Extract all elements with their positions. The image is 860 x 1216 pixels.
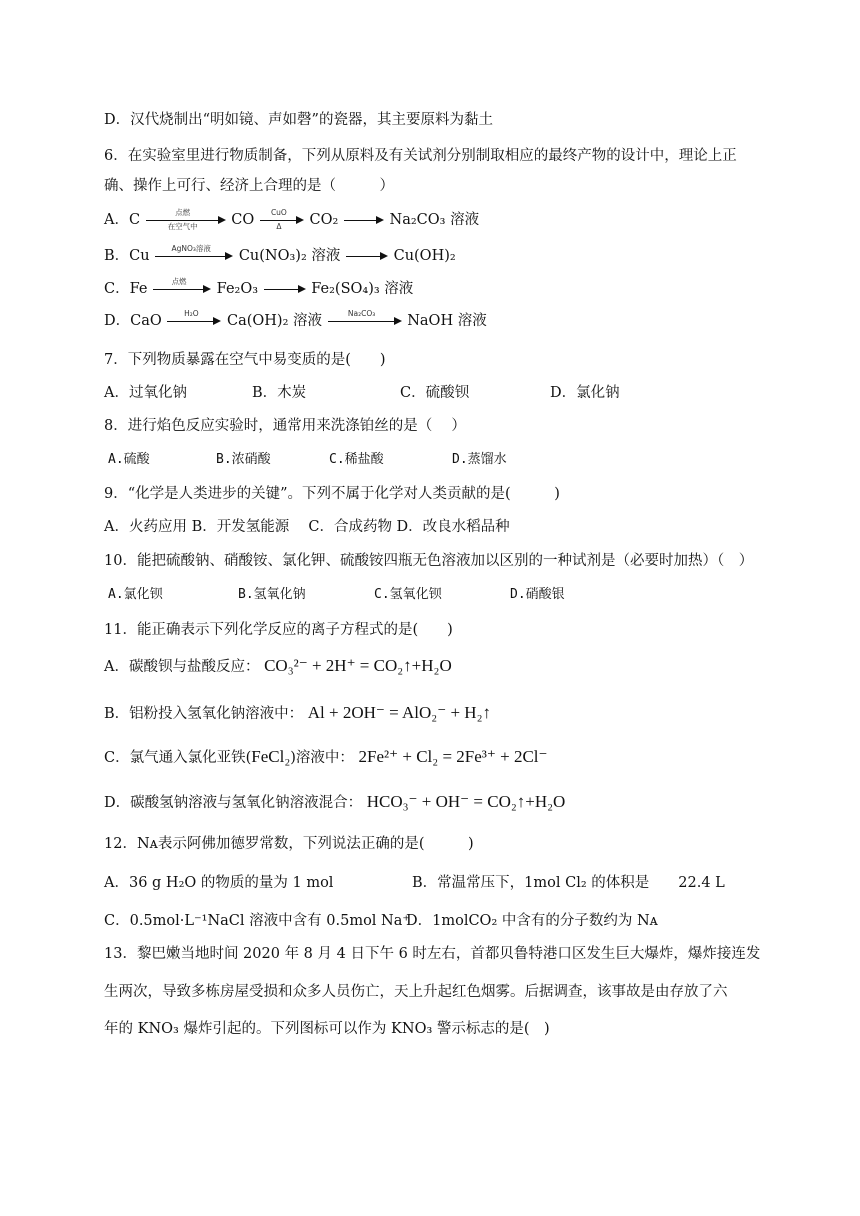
reaction-arrow-icon: [167, 311, 221, 331]
q6d-label: D．CaO: [104, 313, 162, 329]
arrow-condition-top: 点燃: [171, 277, 187, 286]
q12-option-c: C．0.5mol·L⁻¹NaCl 溶液中含有 0.5mol Na⁺: [104, 913, 411, 929]
reaction-arrow-icon: [344, 210, 384, 230]
q12-option-a: A．36 g H₂O 的物质的量为 1 mol: [104, 875, 334, 891]
q6b-product: Cu(OH)₂: [393, 248, 456, 264]
q11-stem: 11．能正确表示下列化学反应的离子方程式的是( ): [104, 622, 453, 638]
q8-option-b: B.浓硝酸: [216, 452, 271, 467]
q6b-intermediate: Cu(NO₃)₂ 溶液: [238, 248, 341, 264]
q6-option-d: [104, 311, 487, 331]
q10-option-a: A.氯化钡: [108, 587, 163, 602]
q6a-intermediate-1: CO: [231, 212, 255, 228]
q12-option-b: B．常温常压下，1mol Cl₂ 的体积是 22.4 L: [412, 875, 725, 891]
reaction-arrow-icon: [146, 210, 226, 230]
q7-stem: 7．下列物质暴露在空气中易变质的是( ): [104, 352, 386, 368]
q9-stem: 9．“化学是人类进步的关键”。下列不属于化学对人类贡献的是( ): [104, 486, 560, 502]
q5-option-d: D．汉代烧制出“明如镜、声如磬”的瓷器，其主要原料为黏土: [104, 112, 493, 128]
arrow-condition-top: CuO: [270, 208, 287, 217]
q11-option-c: [104, 747, 547, 768]
q6b-label: B．Cu: [104, 248, 150, 264]
q6a-product: Na₂CO₃ 溶液: [389, 212, 480, 228]
q13-line2: 生两次，导致多栋房屋受损和众多人员伤亡，天上升起红色烟雾。后据调查，该事故是由存放了六: [104, 984, 728, 1000]
q11a-text: A．碳酸钡与盐酸反应：: [104, 659, 260, 675]
q12-stem: 12．Nᴀ表示阿佛加德罗常数，下列说法正确的是( ): [104, 836, 474, 852]
arrow-condition-top: H₂O: [184, 309, 199, 318]
q6c-product: Fe₂(SO₄)₃ 溶液: [311, 281, 414, 297]
q7-option-d: D．氯化钠: [550, 385, 620, 401]
q11-option-b: [104, 703, 491, 724]
arrow-condition-bottom: 在空气中: [167, 222, 198, 231]
reaction-arrow-icon: [346, 246, 388, 266]
q13-line1: 13．黎巴嫩当地时间 2020 年 8 月 4 日下午 6 时左右，首都贝鲁特港口区发生巨大爆炸，爆炸接连发: [104, 946, 761, 962]
q6-stem-line2: 确、操作上可行、经济上合理的是（ ）: [104, 178, 394, 194]
reaction-arrow-icon: [155, 246, 233, 266]
q13-line3: 年的 KNO₃ 爆炸引起的。下列图标可以作为 KNO₃ 警示标志的是( ): [104, 1021, 550, 1037]
q7-option-a: A．过氧化钠: [104, 385, 187, 401]
q6-option-c: [104, 279, 413, 299]
q12-option-d: D．1molCO₂ 中含有的分子数约为 Nᴀ: [406, 913, 658, 929]
q11a-equation: CO₃²⁻ + 2H⁺ = CO₂↑+H₂O: [264, 656, 452, 675]
q6-option-b: [104, 246, 456, 266]
q9-options: A．火药应用 B．开发氢能源 C．合成药物 D．改良水稻品种: [104, 519, 510, 535]
q11d-equation: HCO₃⁻ + OH⁻ = CO₂↑+H₂O: [366, 792, 566, 811]
reaction-arrow-icon: [328, 311, 402, 331]
q10-option-c: C.氢氧化钡: [374, 587, 442, 602]
q8-option-c: C.稀盐酸: [329, 452, 384, 467]
q6c-label: C．Fe: [104, 281, 148, 297]
q10-option-b: B.氢氧化钠: [238, 587, 306, 602]
q11b-text: B．铝粉投入氢氧化钠溶液中：: [104, 706, 304, 722]
q7-option-c: C．硫酸钡: [400, 385, 470, 401]
q11b-equation: Al + 2OH⁻ = AlO₂⁻ + H₂↑: [307, 703, 491, 722]
q10-option-d: D.硝酸银: [510, 587, 565, 602]
reaction-arrow-icon: [264, 279, 306, 299]
arrow-condition-top: AgNO₃溶液: [171, 244, 211, 253]
q6-stem-line1: 6．在实验室里进行物质制备，下列从原料及有关试剂分别制取相应的最终产物的设计中，理论上正: [104, 148, 737, 164]
q11c-text-2: )溶液中：: [290, 750, 354, 766]
q10-stem: 10．能把硫酸钠、硝酸铵、氯化钾、硫酸铵四瓶无色溶液加以区别的一种试剂是（必要时加热）（ ）: [104, 553, 754, 569]
q11c-formula: FeCl₂: [251, 747, 291, 766]
q6d-intermediate: Ca(OH)₂ 溶液: [226, 313, 322, 329]
q11c-text-1: C．氯气通入氯化亚铁(: [104, 750, 252, 766]
q11-option-a: [104, 656, 452, 677]
q11c-equation: 2Fe²⁺ + Cl₂ = 2Fe³⁺ + 2Cl⁻: [358, 747, 548, 766]
q8-option-d: D.蒸馏水: [452, 452, 507, 467]
q6a-label: A．C: [104, 212, 141, 228]
q8-option-a: A.硫酸: [108, 452, 150, 467]
arrow-condition-top: 点燃: [175, 208, 191, 217]
reaction-arrow-icon: [260, 210, 304, 230]
q6c-intermediate: Fe₂O₃: [216, 281, 259, 297]
q6-option-a: [104, 210, 479, 230]
arrow-condition-bottom: Δ: [276, 222, 282, 231]
reaction-arrow-icon: [153, 279, 211, 299]
q6d-product: NaOH 溶液: [407, 313, 487, 329]
q6a-intermediate-2: CO₂: [309, 212, 339, 228]
q8-stem: 8．进行焰色反应实验时，通常用来洗涤铂丝的是（ ）: [104, 418, 466, 434]
q7-option-b: B．木炭: [252, 385, 307, 401]
q11-option-d: [104, 792, 565, 813]
q11d-text: D．碳酸氢钠溶液与氢氧化钠溶液混合：: [104, 795, 363, 811]
arrow-condition-top: Na₂CO₃: [347, 309, 376, 318]
